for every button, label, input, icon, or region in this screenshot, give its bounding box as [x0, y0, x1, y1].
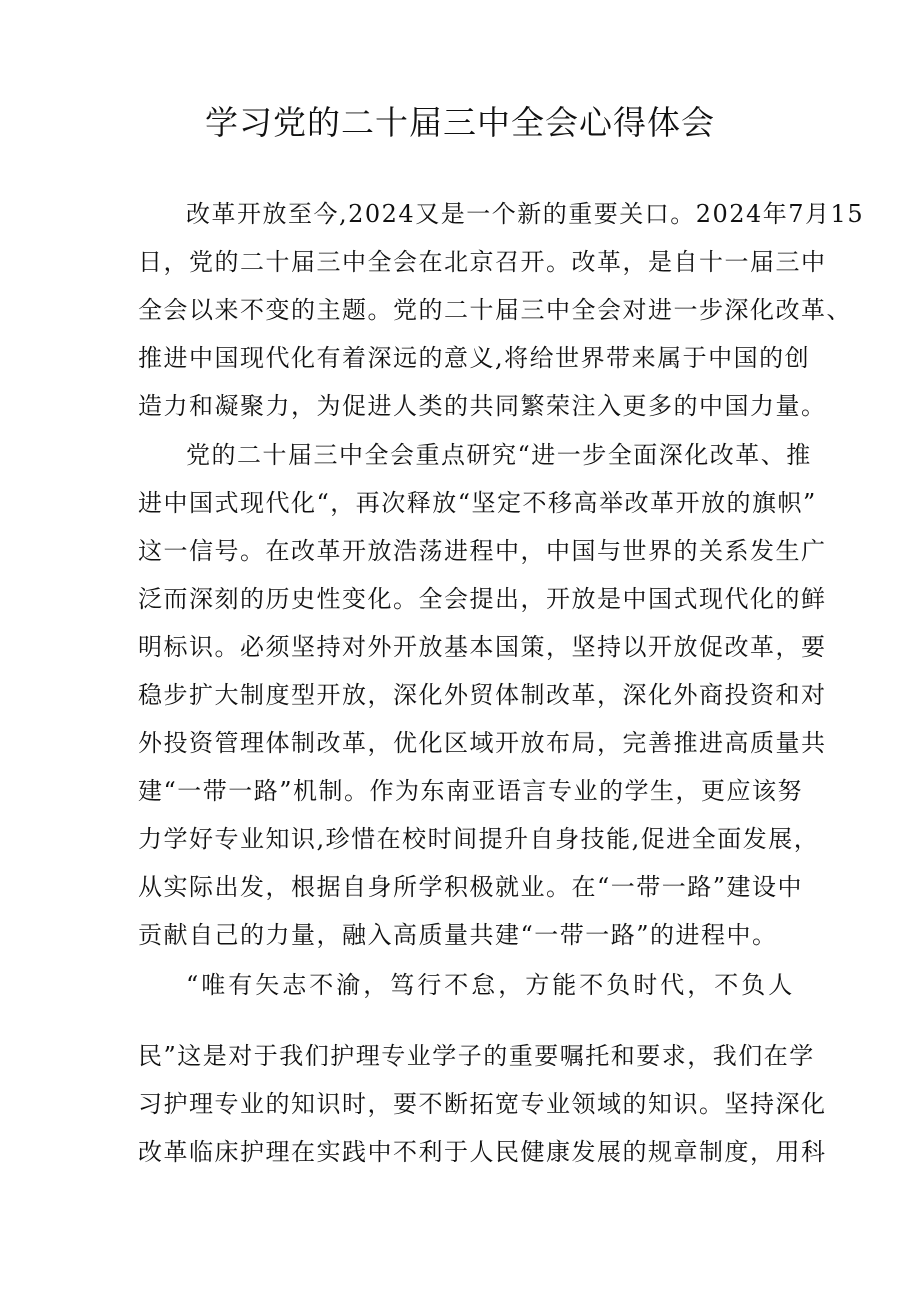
paragraph-line: 全会以来不变的主题。党的二十届三中全会对进一步深化改革、 — [138, 296, 852, 324]
paragraph-line: “唯有矢志不渝，笃行不怠，方能不负时代，不负人 — [186, 971, 796, 999]
paragraph-line: 进中国式现代化“，再次释放“坚定不移高举改革开放的旗帜” — [138, 489, 817, 517]
paragraph-line: 力学好专业知识,珍惜在校时间提升自身技能,促进全面发展， — [138, 825, 820, 853]
paragraph-line: 推进中国现代化有着深远的意义,将给世界带来属于中国的创 — [138, 344, 811, 372]
paragraph-line: 从实际出发，根据自身所学积极就业。在“一带一路”建设中 — [138, 873, 804, 901]
paragraph-line: 泛而深刻的历史性变化。全会提出，开放是中国式现代化的鲜 — [138, 585, 827, 613]
paragraph-line: 造力和凝聚力，为促进人类的共同繁荣注入更多的中国力量。 — [138, 392, 827, 420]
paragraph-line: 明标识。必须坚持对外开放基本国策，坚持以开放促改革，要 — [138, 633, 827, 661]
paragraph-line: 外投资管理体制改革，优化区域开放布局，完善推进高质量共 — [138, 729, 827, 757]
paragraph-line: 改革临床护理在实践中不利于人民健康发展的规章制度，用科 — [138, 1138, 827, 1166]
paragraph-line: 这一信号。在改革开放浩荡进程中，中国与世界的关系发生广 — [138, 537, 827, 565]
paragraph-line: 日，党的二十届三中全会在北京召开。改革，是自十一届三中 — [138, 248, 827, 276]
paragraph-line: 稳步扩大制度型开放，深化外贸体制改革，深化外商投资和对 — [138, 681, 827, 709]
paragraph-line: 习护理专业的知识时，要不断拓宽专业领域的知识。坚持深化 — [138, 1090, 827, 1118]
paragraph-line: 民”这是对于我们护理专业学子的重要嘱托和要求，我们在学 — [138, 1042, 815, 1070]
paragraph-line: 党的二十届三中全会重点研究“进一步全面深化改革、推 — [186, 441, 812, 469]
document-title: 学习党的二十届三中全会心得体会 — [205, 103, 715, 142]
paragraph-line: 贡献自己的力量，融入高质量共建“一带一路”的进程中。 — [138, 921, 778, 949]
paragraph-line: 改革开放至今,2024又是一个新的重要关口。2024年7月15 — [186, 200, 865, 228]
paragraph-line: 建“一带一路”机制。作为东南亚语言专业的学生，更应该努 — [138, 777, 804, 805]
